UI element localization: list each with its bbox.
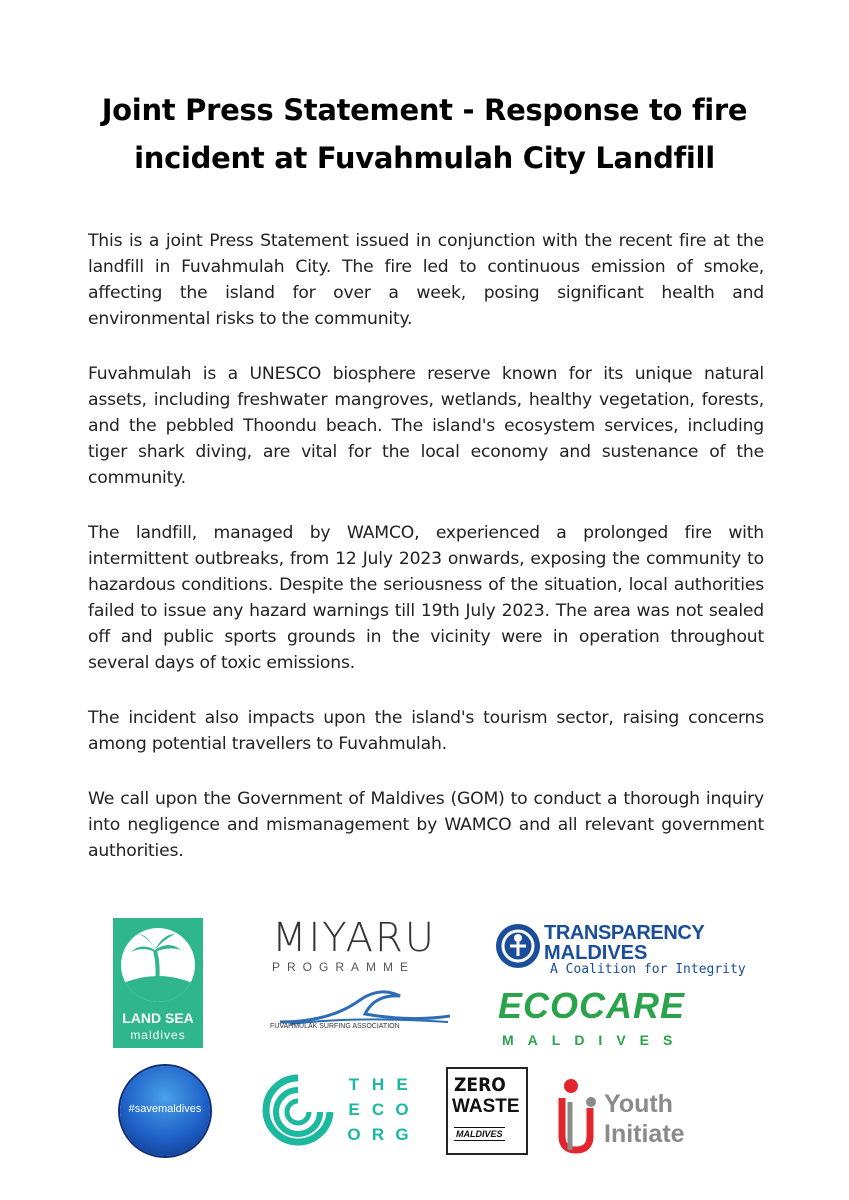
transparency-line1: TRANSPARENCY [544,922,705,944]
youth-figure-icon [556,1076,602,1156]
youth-initiate-logo [556,1076,716,1156]
transparency-tagline: A Coalition for Integrity [550,962,746,977]
globe-figure-icon [496,924,540,968]
eco-letter: O [395,1100,409,1119]
surfing-association-logo [270,986,455,1048]
statement-body [88,228,764,893]
concentric-circle-icon [260,1072,336,1152]
the-eco-org-logo [260,1072,420,1152]
surfing-caption: FUVAHMULAK SURFING ASSOCIATION [270,1023,400,1030]
youth-initiate-line2: Initiate [604,1120,685,1148]
land-sea-name: LAND SEA [122,1010,194,1026]
eco-letter: E [396,1075,408,1094]
paragraph-call: We call upon the Government of Maldives (GOM) to conduct a thorough inquiry into negligence and mismanagement by WAMCO and all relevant government authorities. [88,789,764,861]
zero-waste-maldives-logo [446,1067,528,1155]
youth-initiate-line1: Youth [604,1090,673,1118]
miyaru-sub: PROGRAMME [272,960,416,974]
paragraph-landfill: The landfill, managed by WAMCO, experienced a prolonged fire with intermittent outbreaks, from 12 July 2023 onwards, exposing the community to hazardous conditions. Despite the seriousness of the situation, local authorities failed to issue any hazard warnings till 19th July 2023. The area was not sealed off and public sports grounds in the vicinity were in operation throughout several days of toxic emissions. [88,523,764,673]
eco-letter: R [371,1125,385,1144]
eco-letter: C [371,1100,385,1119]
miyaru-programme-logo [272,915,452,976]
ecocare-name: ECOCARE [498,985,686,1026]
zero-waste-line2: WASTE [452,1096,520,1117]
eco-letter: G [395,1125,409,1144]
eco-letter: T [348,1075,360,1094]
paragraph-biosphere: Fuvahmulah is a UNESCO biosphere reserve known for its unique natural assets, including freshwater mangroves, wetlands, healthy vegetation, forests, and the pebbled Thoondu beach. The island's ecosystem services, including tiger shark diving, are vital for the local economy and sustenance of the community. [88,364,764,488]
ecocare-maldives-logo [498,986,703,1056]
transparency-line2: MALDIVES [544,942,648,964]
zero-waste-line1: ZERO [454,1074,506,1096]
wave-icon [270,986,455,1026]
savemaldives-logo [120,1066,210,1156]
palm-tree-icon [121,928,195,1002]
page-title: Joint Press Statement - Response to fire incident at Fuvahmulah City Landfill [101,93,748,175]
savemaldives-text: #savemaldives [128,1103,202,1115]
eco-letter: O [347,1125,361,1144]
paragraph-tourism: The incident also impacts upon the island's tourism sector, raising concerns among potential travellers to Fuvahmulah. [88,708,764,754]
eco-letter: E [348,1100,360,1119]
ecocare-sub: MALDIVES [502,1032,687,1048]
land-sea-maldives-logo [113,918,203,1048]
eco-org-letters [342,1072,422,1147]
miyaru-name: MIYARU [272,915,437,961]
transparency-maldives-logo [496,920,746,980]
zero-waste-line3: MALDIVES [456,1129,503,1139]
paragraph-intro: This is a joint Press Statement issued in conjunction with the recent fire at the landfill in Fuvahmulah City. The fire led to continuous emission of smoke, affecting the island for over a week, posing significant health and environmental risks to the community. [88,231,764,329]
eco-letter: H [371,1075,385,1094]
land-sea-sub: maldives [130,1028,186,1042]
